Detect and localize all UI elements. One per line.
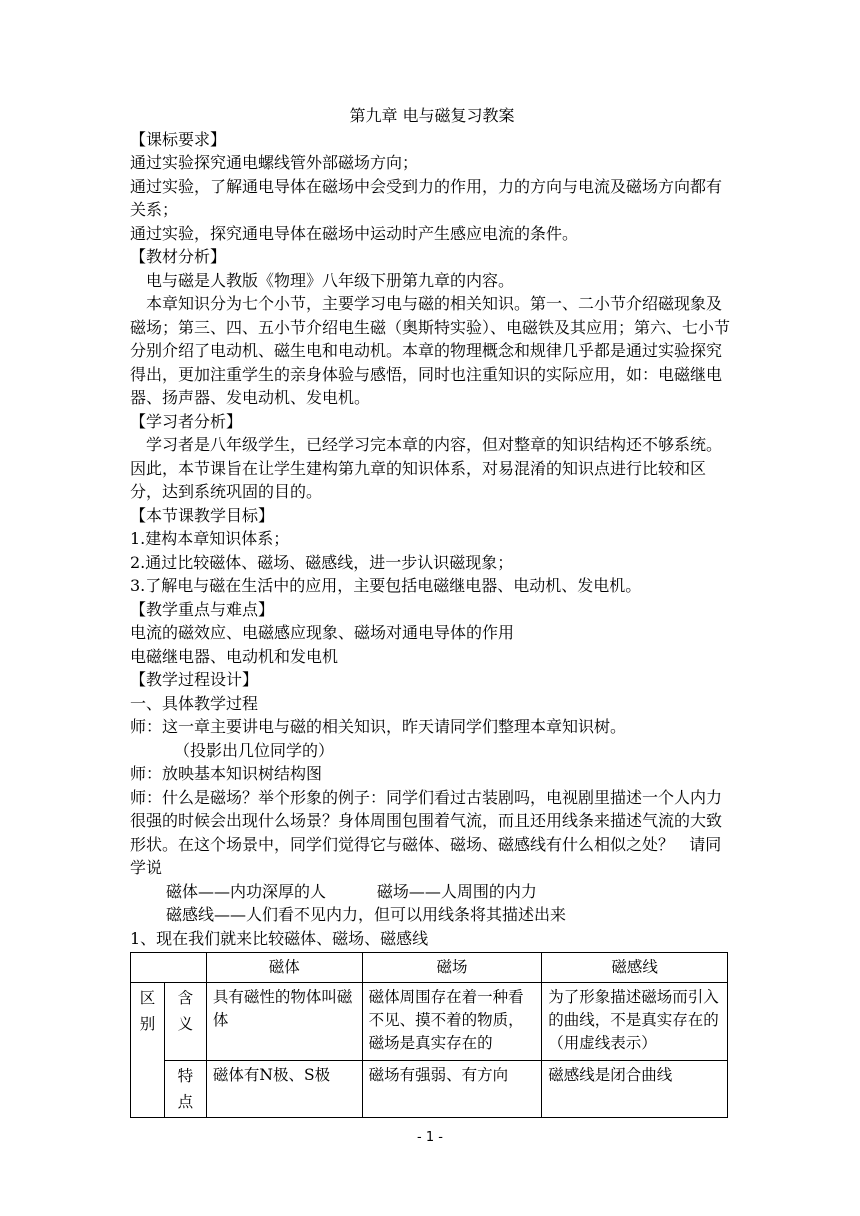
document-body (130, 128, 734, 951)
table-header-field: 磁场 (362, 953, 542, 983)
document-page (130, 104, 734, 1118)
text-line: 通过实验，了解通电导体在磁场中会受到力的作用，力的方向与电流及磁场方向都有关系； (130, 176, 723, 219)
text-line: 学习者是八年级学生，已经学习完本章的内容，但对整章的知识结构还不够系统。因此，本节课旨在让学生建构第九章的知识体系，对易混淆的知识点进行比较和区分，达到系统巩固的目的。 (130, 435, 723, 501)
table-header-empty (131, 953, 207, 983)
table-cell: 磁体有N极、S极 (206, 1061, 362, 1118)
text-line: 电流的磁效应、电磁感应现象、磁场对通电导体的作用 (130, 623, 515, 642)
table-group-label: 区别 (131, 983, 165, 1118)
text-line: 电与磁是人教版《物理》八年级下册第九章的内容。 (146, 270, 515, 290)
text-line: 通过实验，探究通电导体在磁场中运动时产生感应电流的条件。 (130, 223, 579, 243)
text-line: 师：放映基本知识树结构图 (130, 764, 323, 783)
document-title: 第九章 电与磁复习教案 (349, 106, 515, 125)
table-header-field-lines: 磁感线 (542, 953, 728, 983)
comparison-table (130, 952, 728, 1118)
table-cell: 磁场有强弱、有方向 (362, 1061, 542, 1118)
text-line: 通过实验探究通电螺线管外部磁场方向； (130, 153, 419, 172)
page-number: - 1 - (417, 1130, 443, 1145)
text-line: 【学习者分析】 (130, 411, 243, 431)
text-line: 电磁继电器、电动机和发电机 (130, 646, 339, 666)
table-header-row (131, 953, 728, 983)
table-row-label: 含义 (164, 983, 206, 1061)
text-line: 【教材分析】 (130, 247, 227, 266)
text-line: 【课标要求】 (130, 129, 227, 149)
text-line: 1、现在我们就来比较磁体、磁场、磁感线 (130, 928, 429, 948)
table-cell: 为了形象描述磁场而引入的曲线，不是真实存在的（用虚线表示） (542, 983, 728, 1061)
text-line: 【教学重点与难点】 (130, 599, 275, 619)
text-line: 1.建构本章知识体系； (130, 529, 290, 548)
text-line: 2.通过比较磁体、磁场、磁感线，进一步认识磁现象； (130, 552, 514, 572)
text-line: 【教学过程设计】 (130, 670, 259, 689)
text-line: 3.了解电与磁在生活中的应用，主要包括电磁继电器、电动机、发电机。 (130, 576, 642, 595)
text-line: 【本节课教学目标】 (130, 505, 275, 525)
table-header-magnet: 磁体 (206, 953, 362, 983)
text-line: （投影出几位同学的） (174, 740, 335, 760)
table-row (131, 983, 728, 1061)
table-cell: 具有磁性的物体叫磁体 (206, 983, 362, 1061)
text-line: 一、具体教学过程 (130, 693, 259, 713)
text-line: 磁体——内功深厚的人 磁场——人周围的内力 (166, 881, 537, 901)
text-line: 本章知识分为七个小节，主要学习电与磁的相关知识。第一、二小节介绍磁现象及磁场；第三、四、五小节介绍电生磁（奥斯特实验）、电磁铁及其应用；第六、七小节分别介绍了电动机、磁生电和电动机。本章的物理概念和规律几乎都是通过实验探究得出，更加注重学生的亲身体验与感悟，同时也注重知识的实际应用，如：电磁继电器、扬声器、发电动机、发电机。 (130, 294, 731, 407)
table-cell: 磁感线是闭合曲线 (542, 1061, 728, 1118)
table-row (131, 1061, 728, 1118)
text-line: 师：这一章主要讲电与磁的相关知识，昨天请同学们整理本章知识树。 (130, 717, 627, 736)
table-row-label: 特点 (164, 1061, 206, 1118)
text-line: 师：什么是磁场？举个形象的例子：同学们看过古装剧吗，电视剧里描述一个人内力很强的时候会出现什么场景？身体周围包围着气流，而且还用线条来描述气流的大致形状。在这个场景中，同学们觉得它与磁体、磁场、磁感线有什么相似之处？ 请同学说 (130, 787, 723, 877)
table-cell: 磁体周围存在着一种看不见、摸不着的物质，磁场是真实存在的 (362, 983, 542, 1061)
text-line: 磁感线——人们看不见内力，但可以用线条将其描述出来 (166, 905, 567, 924)
